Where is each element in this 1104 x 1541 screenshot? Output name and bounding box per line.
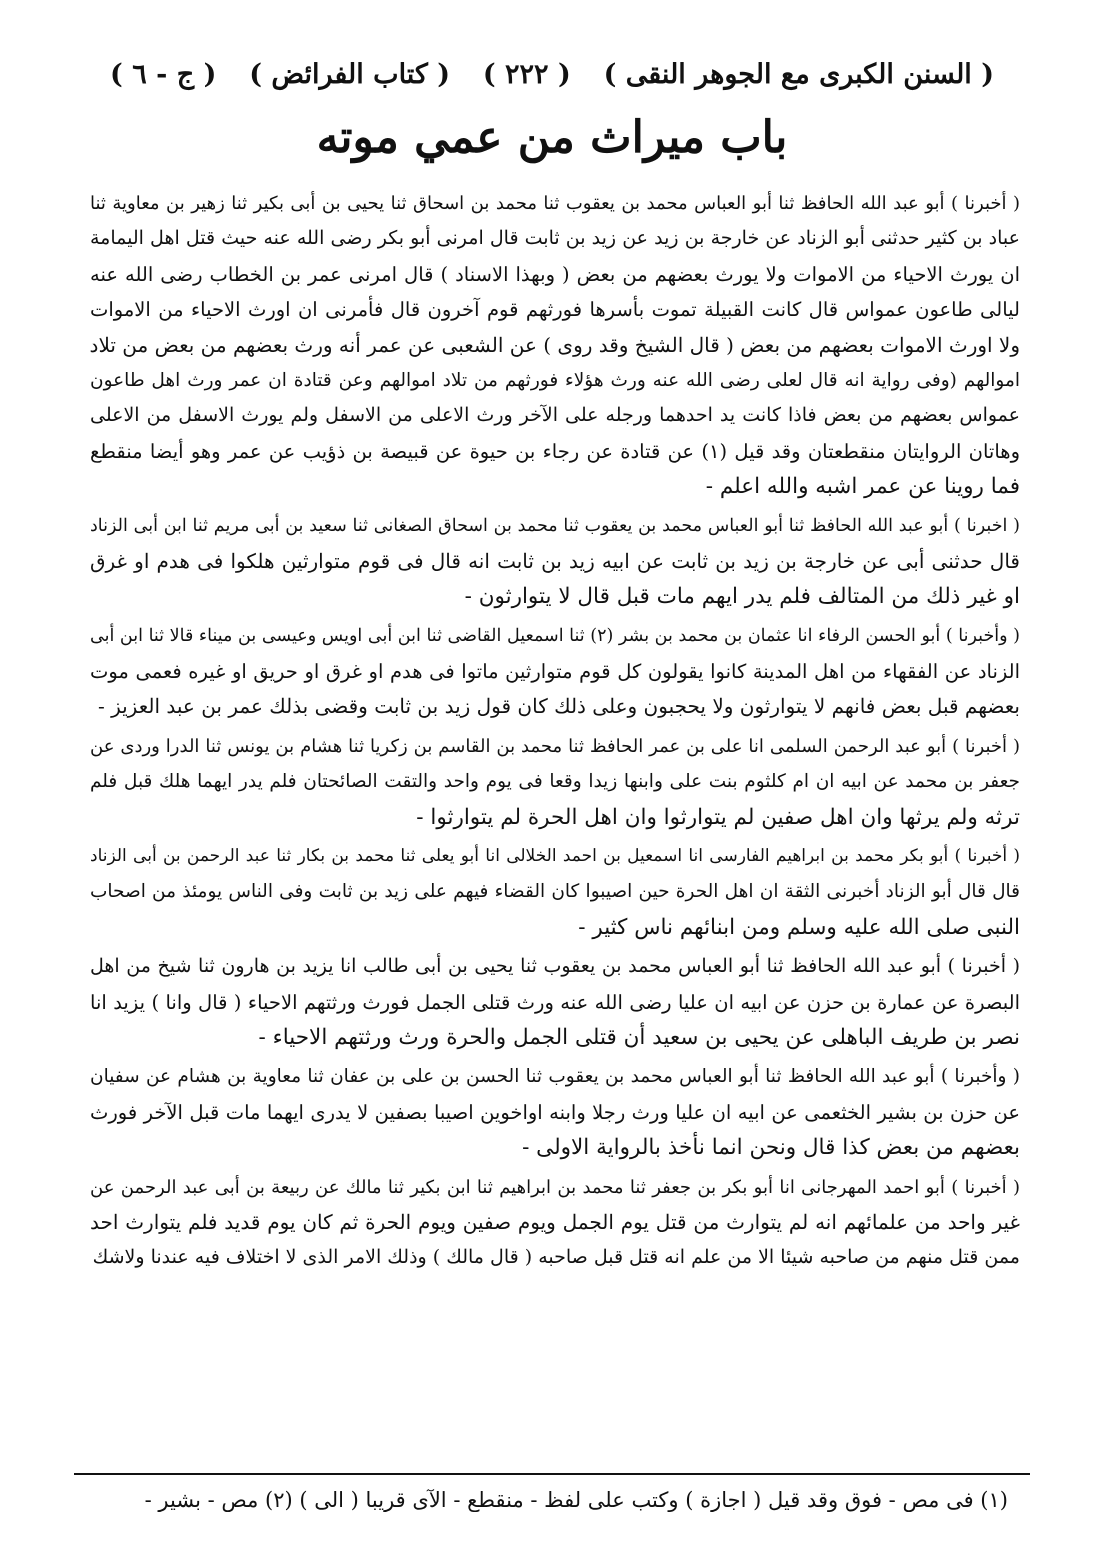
text-line: نصر بن طريف الباهلى عن يحيى بن سعيد أن قتلى الجمل والحرة ورث ورثتهم الاحياء - bbox=[258, 1024, 1020, 1050]
text-line: النبى صلى الله عليه وسلم ومن ابنائهم ناس كثير - bbox=[578, 914, 1020, 940]
paragraph bbox=[90, 1170, 1020, 1276]
text-line: غير واحد من علمائهم انه لم يتوارث من قتل يوم الجمل ويوم صفين ويوم الحرة ثم كان يوم قديد فلم يتوارث احد bbox=[90, 1209, 1020, 1234]
text-line: ( أخبرنا ) أبو عبد الله الحافظ ثنا أبو العباس محمد بن يعقوب ثنا يحيى بن أبى طالب انا يزيد بن هارون ثنا شيخ من اهل bbox=[90, 955, 1020, 978]
section-title: باب ميراث من عمي موته bbox=[316, 112, 788, 163]
text-line: ( أخبرنا ) أبو عبد الله الحافظ ثنا أبو العباس محمد بن يعقوب ثنا محمد بن اسحاق ثنا يحيى بن أبى بكير ثنا زهير بن معاوية ثنا bbox=[90, 193, 1020, 214]
book-title: ( السنن الكبرى مع الجوهر النقى ) bbox=[603, 58, 994, 90]
footnote-divider bbox=[74, 1473, 1030, 1475]
paragraph bbox=[90, 729, 1020, 835]
main-text bbox=[90, 186, 1020, 1280]
text-line: ليالى طاعون عمواس قال كانت القبيلة تموت بأسرها فورثهم قوم آخرون قال فأمرنى ان اورث الاحياء من الاموات bbox=[90, 298, 1020, 322]
text-line: بعضهم قبل بعض فانهم لا يتوارثون ولا يحجبون وعلى ذلك كان قول زيد بن ثابت وقضى بذلك عمر بن عبد العزيز - bbox=[97, 694, 1020, 719]
text-line: فما روينا عن عمر اشبه والله اعلم - bbox=[705, 474, 1020, 500]
paragraph bbox=[90, 186, 1020, 505]
paragraph bbox=[90, 1059, 1020, 1165]
paragraph bbox=[90, 949, 1020, 1055]
text-line: ( وأخبرنا ) أبو الحسن الرفاء انا عثمان بن محمد بن بشر (٢) ثنا اسمعيل القاضى ثنا ابن أبى اويس وعيسى بن ميناء قالا ثنا ابن أبى bbox=[90, 625, 1020, 646]
paragraph bbox=[90, 509, 1020, 615]
text-line: قال حدثنى أبى عن خارجة بن زيد بن ثابت عن ابيه زيد بن ثابت انه قال فى قوم متوارثين هلكوا فى هدم او غرق bbox=[90, 548, 1020, 573]
running-header bbox=[110, 52, 994, 96]
paragraph bbox=[90, 839, 1020, 945]
page-number: ( ٢٢٢ ) bbox=[482, 58, 571, 90]
text-line: ممن قتل منهم من صاحبه شيئا الا من علم انه قتل قبل صاحبه ( قال مالك ) وذلك الامر الذى لا اختلاف فيه عندنا ولاشك bbox=[92, 1246, 1020, 1269]
text-line: ترثه ولم يرثها وان اهل صفين لم يتوارثوا وان اهل الحرة لم يتوارثوا - bbox=[416, 804, 1020, 830]
text-line: ( وأخبرنا ) أبو عبد الله الحافظ ثنا أبو العباس محمد بن يعقوب ثنا الحسن بن على بن عفان ثنا معاوية بن هشام عن سفيان bbox=[90, 1066, 1020, 1088]
text-line: وهاتان الروايتان منقطعتان وقد قيل (١) عن قتادة عن رجاء بن حيوة عن قبيصة بن ذؤيب عن عمر وهو أيضا منقطع bbox=[90, 439, 1020, 463]
text-line: ولا اورث الاموات بعضهم من بعض ( قال الشيخ وقد روى ) عن الشعبى عن عمر أنه ورث بعضهم من بعض من تلاد bbox=[90, 332, 1020, 357]
text-line: عمواس بعضهم من بعض فاذا كانت يد احدهما ورجله على الآخر ورث الاعلى من الاسفل ولم يورث الاسفل من الاعلى bbox=[90, 404, 1020, 427]
text-line: بعضهم من بعض كذا قال ونحن انما نأخذ بالرواية الاولى - bbox=[522, 1135, 1020, 1161]
text-line: او غير ذلك من المتالف فلم يدر ايهم مات قبل قال لا يتوارثون - bbox=[464, 584, 1020, 610]
text-line: البصرة عن عمارة بن حزن عن ابيه ان عليا رضى الله عنه ورث قتلى الجمل فورث ورثتهم الاحياء ( قال وانا ) يزيد انا bbox=[90, 990, 1020, 1014]
text-line: عن حزن بن بشير الخثعمى عن ابيه ان عليا ورث رجلا وابنه اواخوين اصيبا بصفين لا يدرى ايهما مات قبل الآخر فورث bbox=[90, 1100, 1020, 1124]
text-line: الزناد عن الفقهاء من اهل المدينة كانوا يقولون كل قوم متوارثين ماتوا فى هدم او غرق او حريق او غيره فعمى موت bbox=[90, 660, 1020, 684]
paragraph bbox=[90, 619, 1020, 725]
text-line: عباد بن كثير حدثنى أبو الزناد عن خارجة بن زيد عن زيد بن ثابت قال امرنى أبو بكر رضى الله عنه حيث قتل اهل اليمامة bbox=[90, 227, 1020, 250]
text-line: جعفر بن محمد عن ابيه ان ام كلثوم بنت على وابنها زيدا وقعا فى يوم واحد والتقت الصائحتان فلم يدر ايهما هلك قبل فلم bbox=[90, 771, 1020, 793]
text-line: ان يورث الاحياء من الاموات ولا يورث بعضهم من بعض ( وبهذا الاسناد ) قال امرنى عمر بن الخطاب رضى الله عنه bbox=[90, 262, 1020, 286]
text-line: قال قال أبو الزناد أخبرنى الثقة ان اهل الحرة حين اصيبوا كان القضاء فيهم على زيد بن ثابت وفى الناس يومئذ من اصحاب bbox=[90, 881, 1020, 903]
text-line: ( أخبرنا ) أبو عبد الرحمن السلمى انا على بن عمر الحافظ ثنا محمد بن القاسم بن زكريا ثنا هشام بن يونس ثنا الدرا وردى عن bbox=[90, 735, 1020, 757]
text-line: ( أخبرنا ) أبو بكر محمد بن ابراهيم الفارسى انا اسمعيل بن احمد الخلالى انا أبو يعلى ثنا محمد بن بكار ثنا عبد الرحمن بن أبى الزناد bbox=[90, 846, 1020, 867]
text-line: ( اخبرنا ) أبو عبد الله الحافظ ثنا أبو العباس محمد بن يعقوب ثنا محمد بن اسحاق الصغانى ثنا سعيد بن أبى مريم ثنا ابن أبى الزناد bbox=[90, 515, 1020, 536]
text-line: ( أخبرنا ) أبو احمد المهرجانى انا أبو بكر بن جعفر ثنا محمد بن ابراهيم ثنا ابن بكير ثنا مالك عن ربيعة بن أبى عبد الرحمن عن bbox=[90, 1176, 1020, 1198]
text-line: اموالهم (وفى رواية انه قال لعلى رضى الله عنه ورث هؤلاء فورثهم من تلاد اموالهم وعن قتادة ان عمر ورث اهل طاعون bbox=[90, 369, 1020, 391]
volume-number: ( ج - ٦ ) bbox=[110, 58, 217, 90]
chapter-title: ( كتاب الفرائض ) bbox=[249, 58, 450, 90]
footnote: (١) فى مص - فوق وقد قيل ( اجازة ) وكتب على لفظ - منقطع - الآى قريبا ( الى ) (٢) مص - بشير - bbox=[144, 1488, 1008, 1512]
